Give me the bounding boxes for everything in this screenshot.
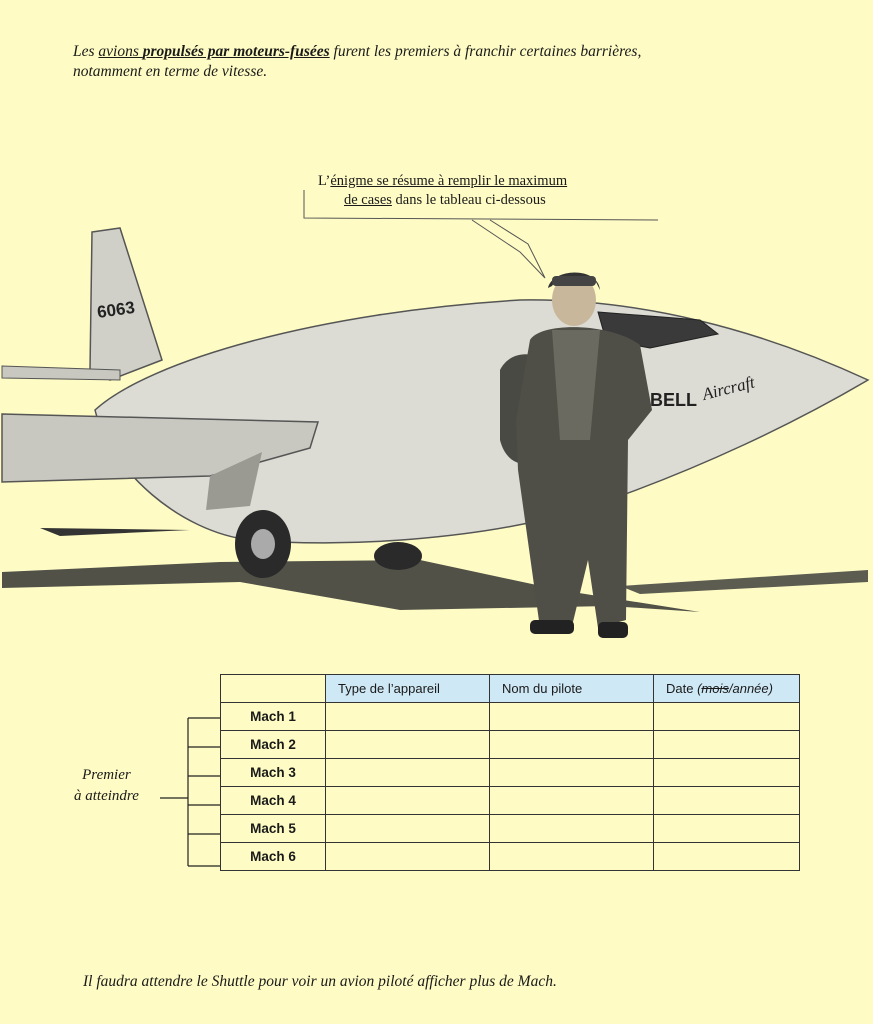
brand-text: BELL — [650, 390, 697, 410]
cell-type[interactable] — [326, 759, 490, 787]
pilot-boot-left — [530, 620, 574, 634]
intro-bold-phrase: propulsés par moteurs-fusées — [142, 43, 330, 60]
intro-line2: notamment en terme de vitesse. — [73, 63, 268, 80]
tail-number: 6063 — [95, 297, 137, 322]
table-row — [221, 759, 800, 787]
cell-type[interactable] — [326, 787, 490, 815]
row-label: Mach 1 — [221, 703, 326, 731]
row-label: Mach 4 — [221, 787, 326, 815]
cell-pilot[interactable] — [490, 815, 654, 843]
header-date — [654, 675, 800, 703]
row-label: Mach 6 — [221, 843, 326, 871]
brand-script: Aircraft — [700, 372, 757, 404]
nose-wheel — [374, 542, 422, 570]
cell-date[interactable] — [654, 759, 800, 787]
cell-type[interactable] — [326, 731, 490, 759]
bubble-text-a: L’ — [318, 173, 331, 189]
table-row — [221, 703, 800, 731]
cell-type[interactable] — [326, 843, 490, 871]
side-line2: à atteindre — [74, 788, 139, 804]
row-label: Mach 5 — [221, 815, 326, 843]
bubble-outline — [304, 190, 658, 220]
header-date-rest: /année) — [728, 681, 773, 696]
intro-underlined: avions — [98, 43, 143, 60]
cell-pilot[interactable] — [490, 843, 654, 871]
intro-rest: furent les premiers à franchir certaines barrières, — [329, 43, 642, 60]
cell-pilot[interactable] — [490, 759, 654, 787]
header-date-struck: mois — [701, 681, 729, 696]
first-to-reach-label — [74, 765, 139, 807]
bubble-text-b: énigme se résume à remplir le maximum — [330, 173, 568, 189]
wheel-hub — [251, 529, 275, 559]
cell-date[interactable] — [654, 731, 800, 759]
bubble-text-d: dans le tableau ci-dessous — [391, 192, 546, 208]
goggles-icon — [552, 276, 596, 286]
bubble-tail — [472, 220, 545, 278]
cell-date[interactable] — [654, 843, 800, 871]
cell-type[interactable] — [326, 703, 490, 731]
left-shadow — [40, 528, 190, 536]
cell-date[interactable] — [654, 703, 800, 731]
row-bracket — [160, 718, 224, 866]
cell-pilot[interactable] — [490, 703, 654, 731]
footer-text: Il faudra attendre le Shuttle pour voir un avion piloté afficher plus de Mach. — [83, 973, 557, 990]
wing-shadow — [620, 570, 868, 594]
cell-date[interactable] — [654, 815, 800, 843]
row-label: Mach 2 — [221, 731, 326, 759]
table-row — [221, 843, 800, 871]
header-pilot: Nom du pilote — [490, 675, 654, 703]
intro-word: Les — [73, 43, 99, 60]
cell-pilot[interactable] — [490, 787, 654, 815]
cell-date[interactable] — [654, 787, 800, 815]
table-row — [221, 815, 800, 843]
pilot-boot-right — [598, 622, 628, 638]
table-row — [221, 787, 800, 815]
header-date-label: Date — [666, 681, 698, 696]
table-row — [221, 731, 800, 759]
cell-pilot[interactable] — [490, 731, 654, 759]
table-header — [221, 675, 800, 703]
row-label: Mach 3 — [221, 759, 326, 787]
side-line1: Premier — [82, 767, 131, 783]
header-date-paren: ( — [697, 681, 702, 696]
header-blank — [221, 675, 326, 703]
mach-table — [220, 674, 800, 871]
bubble-text-c: de cases — [344, 192, 392, 208]
cell-type[interactable] — [326, 815, 490, 843]
header-type: Type de l’appareil — [326, 675, 490, 703]
